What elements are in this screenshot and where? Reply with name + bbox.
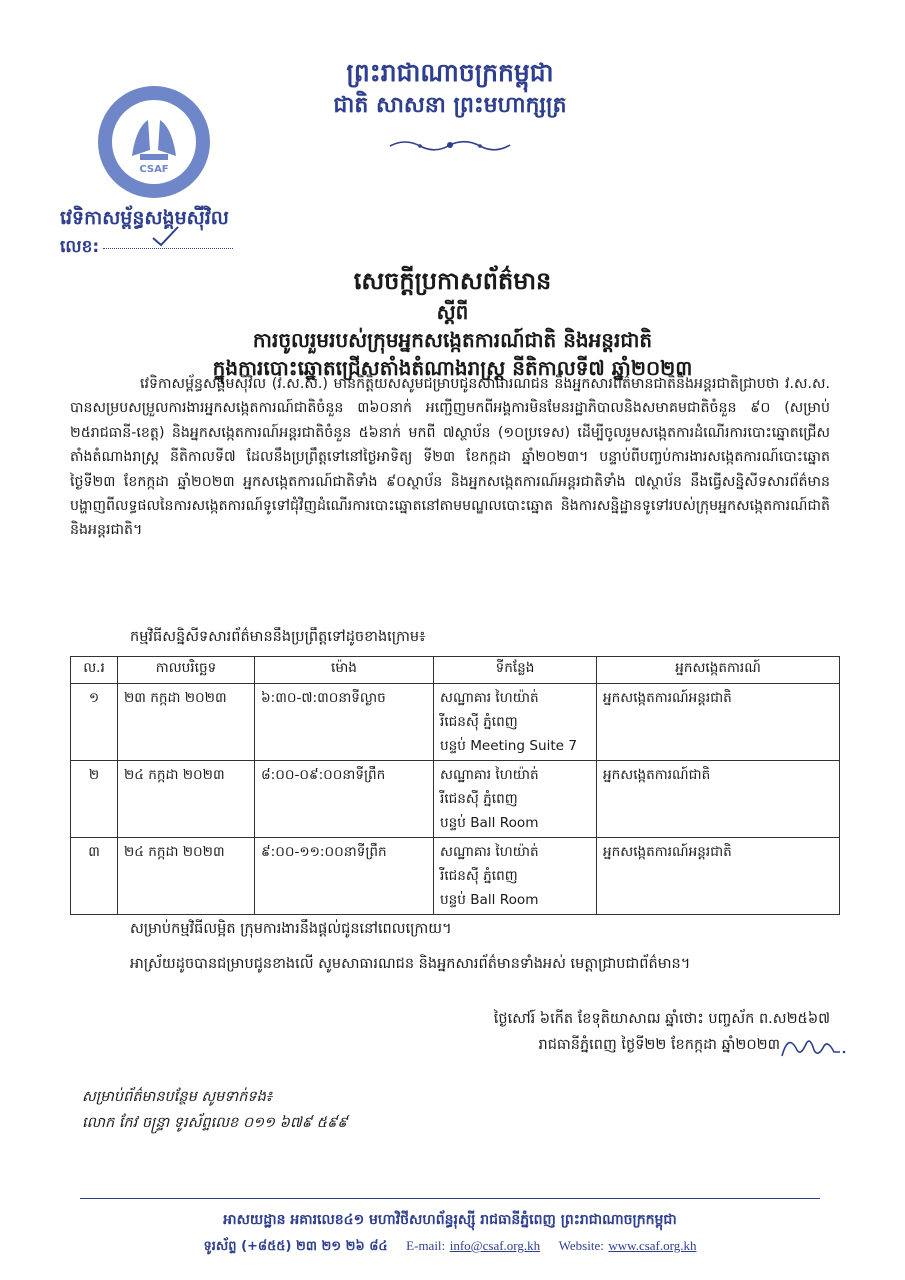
venue-line: បន្ទប់ Ball Room	[440, 815, 539, 831]
row-observer: អ្នកសង្កេតការណ៍អន្តរជាតិ	[597, 684, 840, 761]
row-no: ៣	[71, 838, 118, 915]
header-no: ល.រ	[71, 657, 118, 684]
email-link[interactable]: info@csaf.org.kh	[449, 1238, 541, 1253]
kingdom-line1: ព្រះរាជាណាចក្រកម្ពុជា	[346, 58, 554, 87]
kingdom-line2: ជាតិ សាសនា ព្រះមហាក្សត្រ	[333, 93, 567, 118]
schedule-table	[70, 656, 840, 915]
table-row	[71, 761, 840, 838]
venue-line: សណ្ឋាគារ ហៃយ៉ាត់	[440, 767, 539, 783]
footer-address: អាសយដ្ឋាន អគារលេខ៤១ មហាវិថីសហព័ន្ធរុស្ស៊ី រាជធានីភ្នំពេញ ព្រះរាជាណាចក្រកម្ពុជា	[223, 1212, 677, 1228]
title-line2: ស្តីពី	[436, 300, 469, 324]
logo-text: CSAF	[139, 164, 169, 175]
lunar-date: ថ្ងៃសៅរ៍ ៦កើត ខែទុតិយាសាឍ ឆ្នាំថោះ បញ្ចស័ក ព.ស២៥៦៧	[493, 1011, 830, 1027]
signature-icon	[778, 1030, 848, 1064]
solar-date: រាជធានីភ្នំពេញ ថ្ងៃទី២២ ខែកក្កដា ឆ្នាំ២០២៣	[538, 1037, 780, 1053]
detail-note: សម្រាប់កម្មវិធីលម្អិត ក្រុមការងារនឹងផ្តល់ជូននៅពេលក្រោយ។	[130, 921, 452, 937]
contact-line1: សម្រាប់ព័ត៌មានបន្ថែម សូមទាក់ទង៖	[82, 1089, 273, 1105]
header-venue: ទីកន្លែង	[434, 657, 597, 684]
row-no: ១	[71, 684, 118, 761]
row-venue	[434, 761, 597, 838]
contact-line2: លោក កែវ ចន្ទ្រា ទូរស័ព្ទលេខ ០១១ ៦៧៩ ៥៩៩	[82, 1115, 348, 1131]
row-date: ២៤ កក្កដា ២០២៣	[118, 761, 255, 838]
row-time: ៦:៣០-៧:៣០នាទីល្ងាច	[255, 684, 434, 761]
venue-line: សណ្ឋាគារ ហៃយ៉ាត់	[440, 690, 539, 706]
closing-paragraph: អាស្រ័យដូចបានជម្រាបជូនខាងលើ សូមសាធារណជន និងអ្នកសារព័ត៌មានទាំងអស់ មេត្តាជ្រាបជាព័ត៌មាន។	[130, 956, 691, 972]
row-observer: អ្នកសង្កេតការណ៍អន្តរជាតិ	[597, 838, 840, 915]
checkmark-icon	[150, 224, 180, 248]
table-row	[71, 684, 840, 761]
row-venue	[434, 838, 597, 915]
title-line3: ការចូលរួមរបស់ក្រុមអ្នកសង្កេតការណ៍ជាតិ និងអន្តរជាតិ	[252, 328, 653, 352]
program-intro: កម្មវិធីសន្និសីទសារព័ត៌មាននឹងប្រព្រឹត្តទៅដូចខាងក្រោម៖	[130, 629, 426, 645]
row-observer: អ្នកសង្កេតការណ៍ជាតិ	[597, 761, 840, 838]
venue-line: សណ្ឋាគារ ហៃយ៉ាត់	[440, 844, 539, 860]
email-label: E-mail:	[406, 1238, 446, 1253]
row-venue	[434, 684, 597, 761]
header-time: ម៉ោង	[255, 657, 434, 684]
row-date: ២៤ កក្កដា ២០២៣	[118, 838, 255, 915]
row-no: ២	[71, 761, 118, 838]
ornament-icon	[380, 136, 520, 154]
table-header-row	[71, 657, 840, 684]
kingdom-header	[260, 56, 640, 122]
footer-divider	[80, 1198, 820, 1199]
footer-contact	[80, 1238, 820, 1257]
contact-block	[82, 1084, 582, 1136]
venue-line: រីជេនស៊ី ភ្នំពេញ	[440, 791, 518, 807]
organization-name: វេទិកាសម្ព័ន្ធសង្គមស៊ីវិល	[60, 207, 229, 229]
row-time: ៨:០០-០៩:០០នាទីព្រឹក	[255, 761, 434, 838]
venue-line: បន្ទប់ Ball Room	[440, 892, 539, 908]
table-row	[71, 838, 840, 915]
csaf-logo-icon	[96, 84, 212, 200]
row-date: ២៣ កក្កដា ២០២៣	[118, 684, 255, 761]
title-line4: ក្នុងការបោះឆ្នោតជ្រើសតាំងតំណាងរាស្ត្រ នីតិកាលទី៧ ឆ្នាំ២០២៣	[212, 356, 693, 380]
announcement-title	[100, 264, 805, 382]
venue-line: រីជេនស៊ី ភ្នំពេញ	[440, 868, 518, 884]
header-date: កាលបរិច្ឆេទ	[118, 657, 255, 684]
row-time: ៩:០០-១១:០០នាទីព្រឹក	[255, 838, 434, 915]
title-line1: សេចក្តីប្រកាសព័ត៌មាន	[353, 267, 552, 295]
venue-line: បន្ទប់ Meeting Suite 7	[440, 738, 578, 754]
website-link[interactable]: www.csaf.org.kh	[608, 1238, 697, 1253]
venue-line: រីជេនស៊ី ភ្នំពេញ	[440, 714, 518, 730]
footer-phone: ទូរស័ព្ទ (+៨៥៥) ២៣ ២១ ២៦ ៨៤	[203, 1239, 388, 1254]
header-observer: អ្នកសង្កេតការណ៍	[597, 657, 840, 684]
website-label: Website:	[558, 1238, 604, 1253]
body-paragraph: វេទិកាសម្ព័ន្ធសង្គមស៊ីវិល (វ.ស.ស.) មានកិត្តិយសសូមជម្រាបជូនសាធារណជន និងអ្នកសារព័ត៌មានជាតិនិងអន្តរជាតិជ្រាបថា វ.ស.ស. បានសម្របសម្រួលការងារអ្នកសង្កេតការណ៍ជាតិចំនួន ៣៦០នាក់ អញ្ជើញមកពីអង្គការមិនមែនរដ្ឋាភិបាលនិងសមាគមជាតិចំនួន ៩០ (សម្រាប់ ២៥រាជធានី-ខេត្ត) និងអ្នកសង្កេតការណ៍អន្តរជាតិចំនួន ៥៦នាក់ មកពី ៧ស្ថាប័ន (១០ប្រទេស) ដើម្បីចូលរួមសង្កេតការដំណើរការបោះឆ្នោតជ្រើសតាំងតំណាងរាស្ត្រ នីតិកាលទី៧ ដែលនឹងប្រព្រឹត្តទៅនៅថ្ងៃអាទិត្យ ទី២៣ ខែកក្កដា ឆ្នាំ២០២៣។ បន្ទាប់ពីបញ្ចប់ការងារសង្កេតការណ៍បោះឆ្នោតថ្ងៃទី២៣ ខែកក្កដា ឆ្នាំ២០២៣ អ្នកសង្កេតការណ៍ជាតិទាំង ៩០ស្ថាប័ន និងអ្នកសង្កេតការណ៍អន្តរជាតិទាំង ៧ស្ថាប័ន នឹងធ្វើសន្និសីទសារព័ត៌មានបង្ហាញពីលទ្ធផលនៃការសង្កេតការណ៍ទូទៅជុំវិញដំណើរការបោះឆ្នោតនៅតាមមណ្ឌលបោះឆ្នោត និងការសន្និដ្ឋានទូទៅរបស់ក្រុមអ្នកសង្កេតការណ៍ជាតិនិងអន្តរជាតិ។	[70, 376, 830, 539]
reference-label: លេខ:	[60, 237, 100, 257]
